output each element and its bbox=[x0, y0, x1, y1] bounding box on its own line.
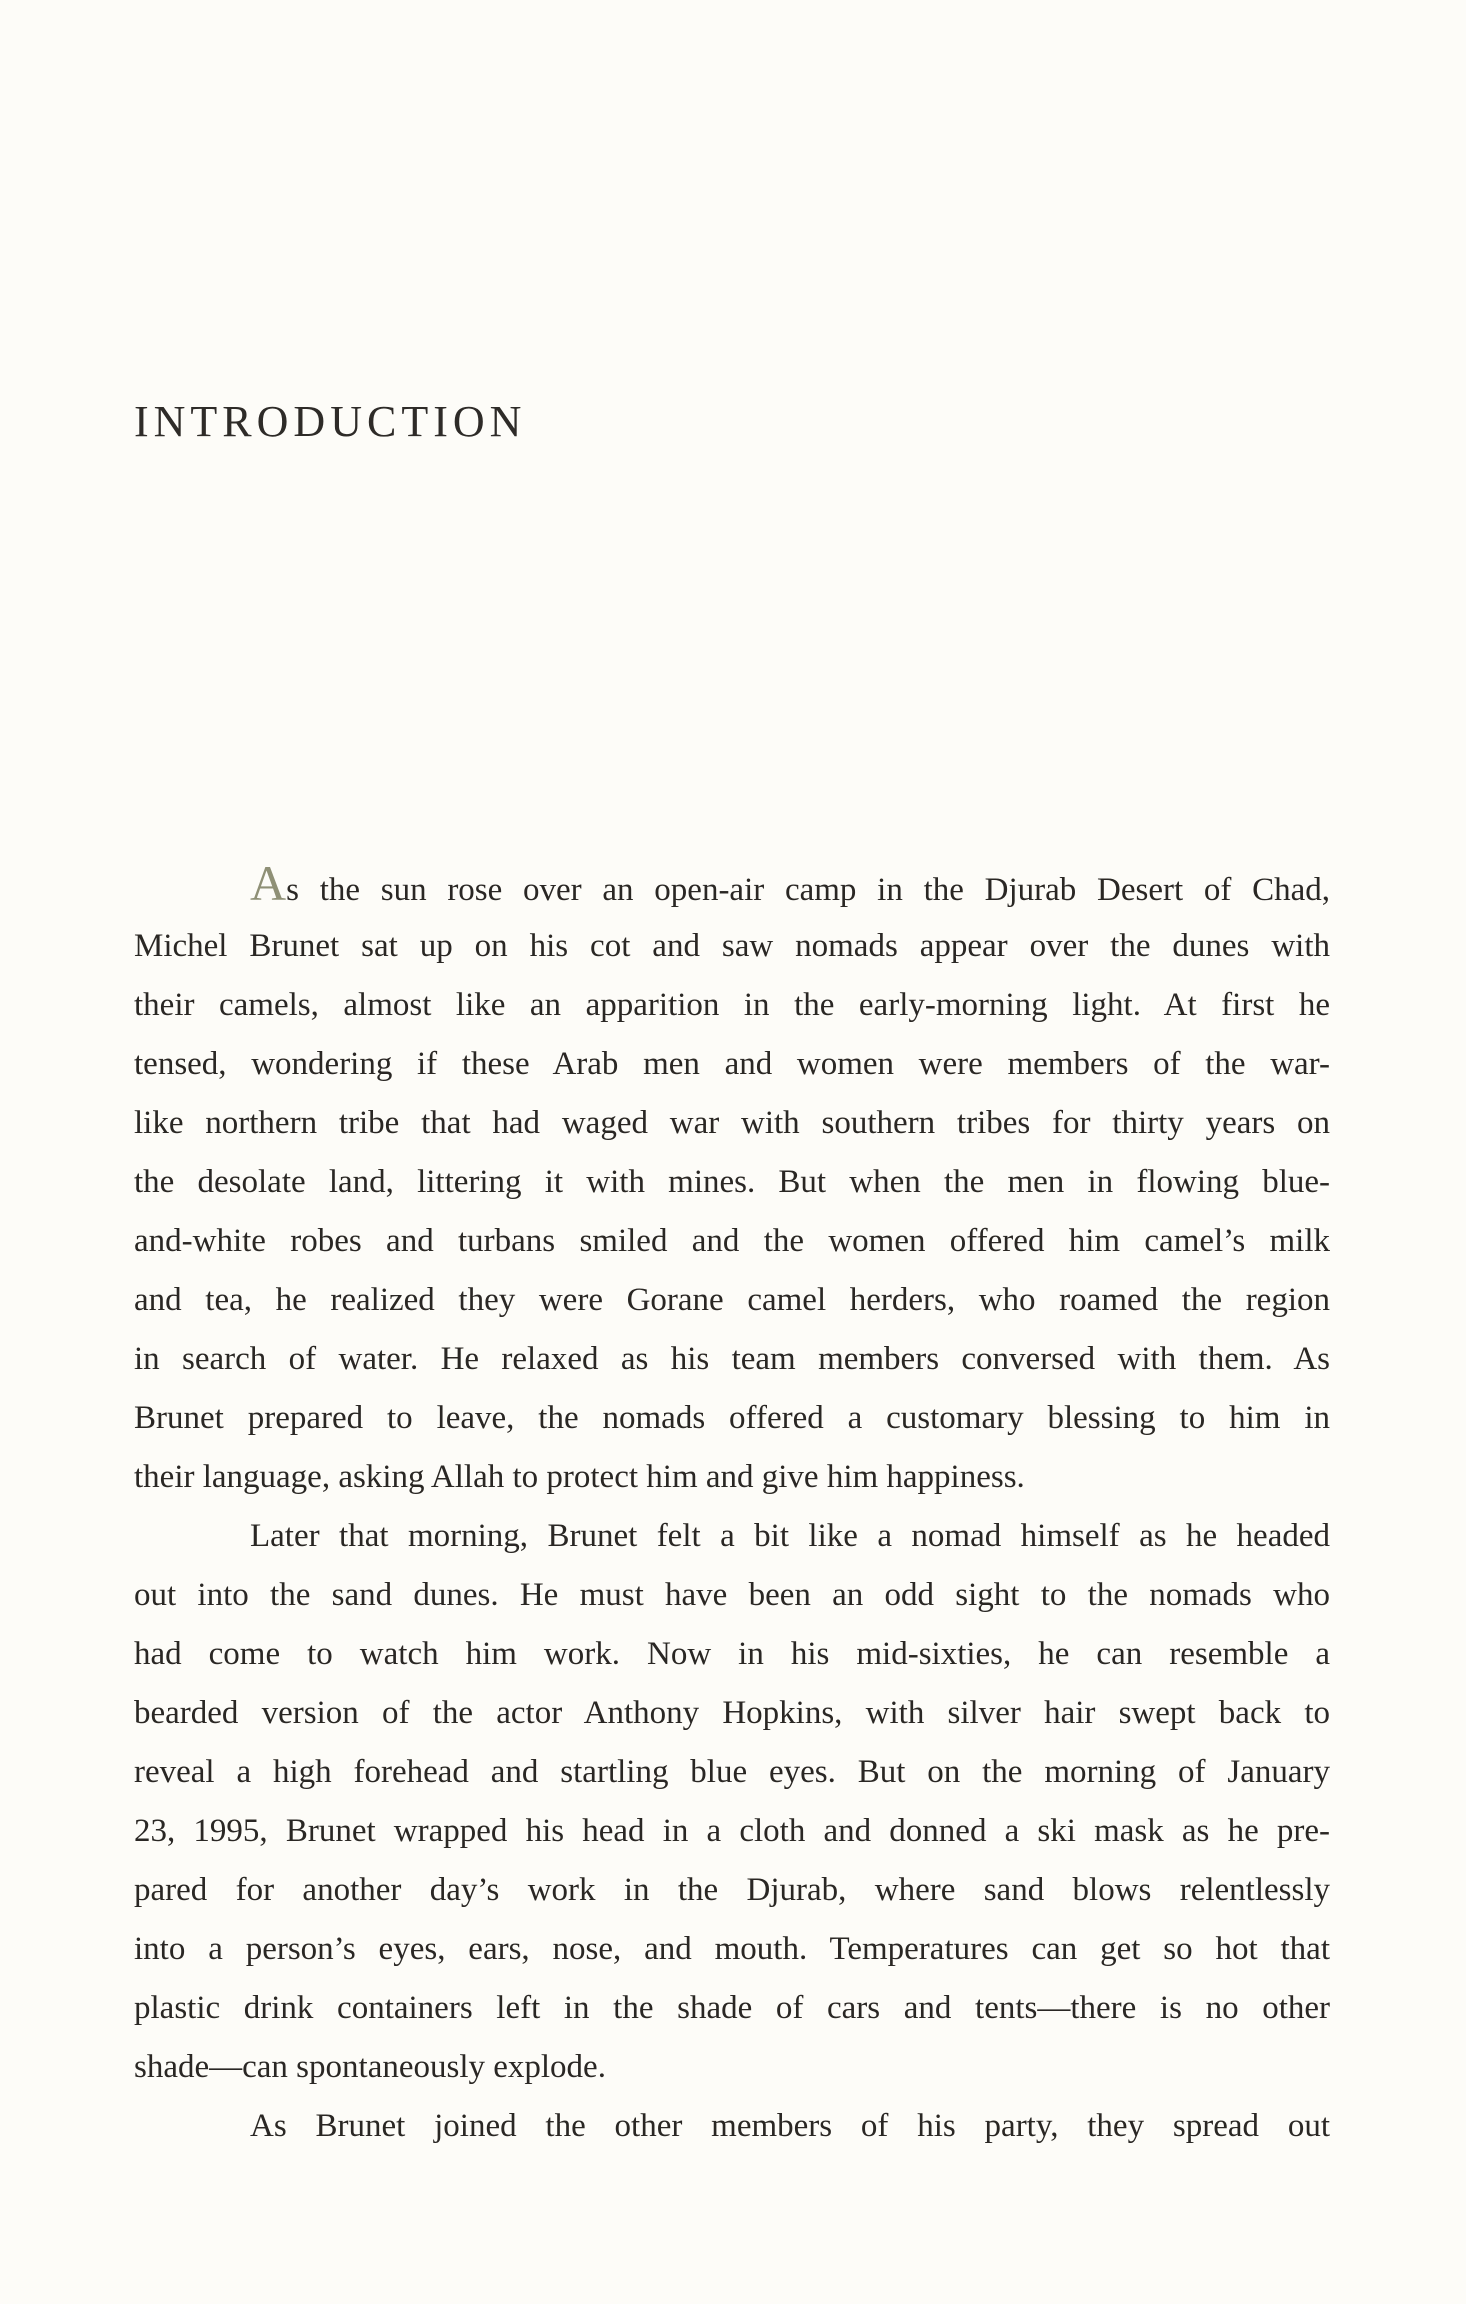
text-line: Brunet prepared to leave, the nomads offered a customary blessing to him in bbox=[134, 1400, 1330, 1436]
drop-cap: A bbox=[250, 855, 287, 911]
text-line: tensed, wondering if these Arab men and women were members of the war- bbox=[134, 1046, 1330, 1082]
line-text: s the sun rose over an open-air camp in the Djurab Desert of Chad, bbox=[286, 872, 1330, 908]
text-line: the desolate land, littering it with mines. But when the men in flowing blue- bbox=[134, 1164, 1330, 1200]
text-line: and-white robes and turbans smiled and the women offered him camel’s milk bbox=[134, 1223, 1330, 1259]
text-line: and tea, he realized they were Gorane camel herders, who roamed the region bbox=[134, 1282, 1330, 1318]
text-line: bearded version of the actor Anthony Hopkins, with silver hair swept back to bbox=[134, 1695, 1330, 1731]
text-line bbox=[134, 855, 1330, 917]
text-line: reveal a high forehead and startling blue eyes. But on the morning of January bbox=[134, 1754, 1330, 1790]
text-line: plastic drink containers left in the shade of cars and tents—there is no other bbox=[134, 1990, 1330, 2026]
text-line: their camels, almost like an apparition in the early-morning light. At first he bbox=[134, 987, 1330, 1023]
body-text bbox=[134, 855, 1330, 2156]
text-line: 23, 1995, Brunet wrapped his head in a cloth and donned a ski mask as he pre- bbox=[134, 1813, 1330, 1849]
text-line: pared for another day’s work in the Djurab, where sand blows relentlessly bbox=[134, 1872, 1330, 1908]
text-line: As Brunet joined the other members of his party, they spread out bbox=[250, 2108, 1330, 2144]
text-line: out into the sand dunes. He must have been an odd sight to the nomads who bbox=[134, 1577, 1330, 1613]
text-line: had come to watch him work. Now in his mid-sixties, he can resemble a bbox=[134, 1636, 1330, 1672]
text-line: Michel Brunet sat up on his cot and saw nomads appear over the dunes with bbox=[134, 928, 1330, 964]
text-line: their language, asking Allah to protect him and give him happiness. bbox=[134, 1459, 1025, 1495]
text-line: like northern tribe that had waged war with southern tribes for thirty years on bbox=[134, 1105, 1330, 1141]
text-line: Later that morning, Brunet felt a bit like a nomad himself as he headed bbox=[250, 1518, 1330, 1554]
chapter-title: INTRODUCTION bbox=[134, 397, 527, 446]
text-line: in search of water. He relaxed as his team members conversed with them. As bbox=[134, 1341, 1330, 1377]
text-line: into a person’s eyes, ears, nose, and mouth. Temperatures can get so hot that bbox=[134, 1931, 1330, 1967]
text-line: shade—can spontaneously explode. bbox=[134, 2049, 606, 2085]
